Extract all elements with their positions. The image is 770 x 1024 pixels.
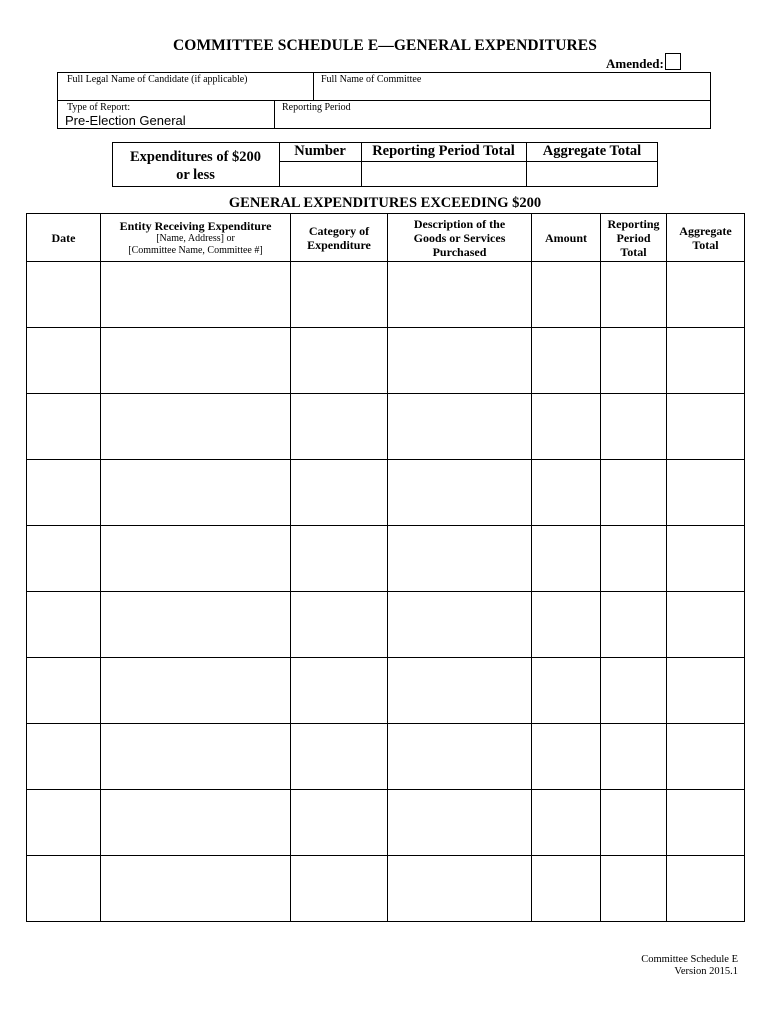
footer-form-name: Committee Schedule E [641,954,738,965]
footer-version: Version 2015.1 [674,966,738,977]
table-row [27,328,745,394]
col-period-total-header [601,214,667,262]
description-cell[interactable] [388,328,532,394]
category-cell[interactable] [291,658,388,724]
info-divider [313,72,314,101]
table-row [27,460,745,526]
category-cell[interactable] [291,790,388,856]
entity-cell[interactable] [101,658,291,724]
description-cell[interactable] [388,262,532,328]
summary-title [112,148,279,184]
entity-cell[interactable] [101,262,291,328]
candidate-name-field[interactable] [60,86,310,100]
table-row [27,790,745,856]
col-period-total-label: Period [616,230,651,245]
entity-cell[interactable] [101,856,291,922]
date-cell[interactable] [27,724,101,790]
amended-label: Amended: [606,56,664,71]
table-row [27,394,745,460]
table-row [27,724,745,790]
category-cell[interactable] [291,724,388,790]
col-entity-label: Entity Receiving Expenditure [119,218,272,233]
date-cell[interactable] [27,526,101,592]
candidate-name-label: Full Legal Name of Candidate (if applicable) [67,74,248,85]
date-cell[interactable] [27,856,101,922]
date-cell[interactable] [27,262,101,328]
aggregate-total-cell[interactable] [667,592,745,658]
aggregate-total-cell[interactable] [667,526,745,592]
period-total-cell[interactable] [601,460,667,526]
aggregate-total-cell[interactable] [667,790,745,856]
aggregate-total-cell[interactable] [667,658,745,724]
amount-cell[interactable] [532,526,601,592]
committee-name-label: Full Name of Committee [321,74,422,85]
aggregate-total-cell[interactable] [667,394,745,460]
amount-cell[interactable] [532,460,601,526]
date-cell[interactable] [27,394,101,460]
aggregate-total-header: Aggregate Total [542,143,642,159]
description-cell[interactable] [388,526,532,592]
section-title: GENERAL EXPENDITURES EXCEEDING $200 [228,195,542,211]
col-entity-sub: [Committee Name, Committee #] [128,244,263,256]
description-cell[interactable] [388,790,532,856]
aggregate-total-cell[interactable] [667,262,745,328]
date-cell[interactable] [27,460,101,526]
period-total-cell[interactable] [601,856,667,922]
report-type-field[interactable]: Pre-Election General [65,113,186,128]
table-header-row [27,214,745,262]
aggregate-total-cell[interactable] [667,328,745,394]
col-period-total-label: Reporting [607,216,660,231]
aggregate-total-cell[interactable] [667,856,745,922]
description-cell[interactable] [388,856,532,922]
amount-cell[interactable] [532,328,601,394]
reporting-period-field[interactable] [280,113,708,127]
period-total-header: Reporting Period Total [372,143,515,159]
col-category-label: Category of [308,223,370,238]
category-cell[interactable] [291,526,388,592]
reporting-period-label: Reporting Period [282,102,351,113]
period-total-cell[interactable] [601,526,667,592]
aggregate-total-cell[interactable] [667,724,745,790]
table-row [27,856,745,922]
entity-cell[interactable] [101,526,291,592]
summary-title-line: Expenditures of $200 [129,149,262,165]
expenditures-table [26,213,745,922]
amount-cell[interactable] [532,592,601,658]
description-cell[interactable] [388,724,532,790]
date-cell[interactable] [27,658,101,724]
date-cell[interactable] [27,328,101,394]
table-row [27,262,745,328]
form-title: COMMITTEE SCHEDULE E—GENERAL EXPENDITURES [173,37,597,54]
period-total-cell[interactable] [601,262,667,328]
committee-name-field[interactable] [316,86,708,100]
col-amount-label: Amount [544,230,587,245]
amount-cell[interactable] [532,856,601,922]
info-divider [274,100,275,129]
aggregate-total-cell[interactable] [667,460,745,526]
col-date-label: Date [51,230,76,245]
table-body [27,262,745,922]
period-total-cell[interactable] [601,658,667,724]
amended-checkbox[interactable] [665,53,681,70]
description-cell[interactable] [388,658,532,724]
col-aggregate-total-header [667,214,745,262]
category-cell[interactable] [291,394,388,460]
entity-cell[interactable] [101,790,291,856]
period-total-cell[interactable] [601,592,667,658]
col-aggregate-total-label: Total [692,237,719,252]
col-entity-sub: [Name, Address] or [156,232,235,244]
category-cell[interactable] [291,856,388,922]
col-category-label: Expenditure [307,237,371,252]
period-total-field[interactable] [363,162,525,186]
description-cell[interactable] [388,592,532,658]
summary-title-line: or less [176,167,215,183]
description-cell[interactable] [388,394,532,460]
col-description-label: Goods or Services [413,230,506,245]
col-amount-header [532,214,601,262]
table-row [27,658,745,724]
category-cell[interactable] [291,262,388,328]
period-total-cell[interactable] [601,328,667,394]
number-field[interactable] [281,162,360,186]
col-aggregate-total-label: Aggregate [679,223,732,238]
col-description-label: Purchased [432,244,487,259]
number-header: Number [294,143,346,159]
category-cell[interactable] [291,592,388,658]
period-total-cell[interactable] [601,394,667,460]
info-divider [57,100,711,101]
col-category-header [291,214,388,262]
aggregate-total-field[interactable] [528,162,657,186]
description-cell[interactable] [388,460,532,526]
table-row [27,526,745,592]
col-entity-header [101,214,291,262]
period-total-cell[interactable] [601,724,667,790]
entity-cell[interactable] [101,394,291,460]
entity-cell[interactable] [101,328,291,394]
col-period-total-label: Total [620,244,647,259]
entity-cell[interactable] [101,724,291,790]
amount-cell[interactable] [532,262,601,328]
period-total-cell[interactable] [601,790,667,856]
entity-cell[interactable] [101,592,291,658]
report-type-label: Type of Report: [67,102,131,113]
col-date-header [27,214,101,262]
amount-cell[interactable] [532,790,601,856]
category-cell[interactable] [291,460,388,526]
amount-cell[interactable] [532,724,601,790]
category-cell[interactable] [291,328,388,394]
amount-cell[interactable] [532,394,601,460]
col-description-label: Description of the [413,216,506,231]
table-row [27,592,745,658]
col-description-header [388,214,532,262]
date-cell[interactable] [27,592,101,658]
amount-cell[interactable] [532,658,601,724]
entity-cell[interactable] [101,460,291,526]
date-cell[interactable] [27,790,101,856]
